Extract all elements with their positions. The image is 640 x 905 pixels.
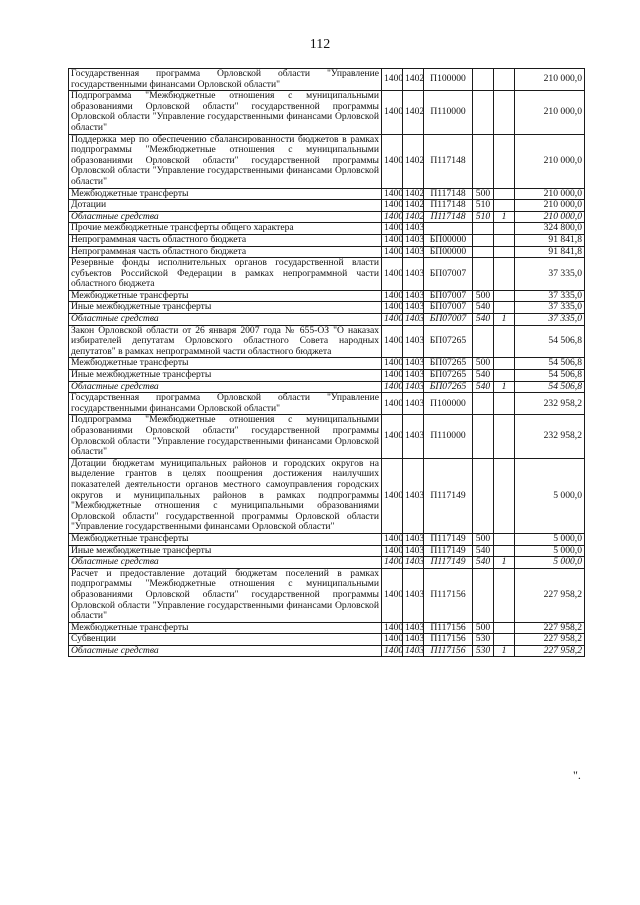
- row-amount: 210 000,0: [515, 211, 585, 223]
- row-amount: 227 958,2: [515, 645, 585, 657]
- page-number: 112: [309, 37, 331, 52]
- section-code: 1400: [382, 234, 403, 246]
- section-code: 1400: [382, 325, 403, 358]
- subsection-code: 1403: [403, 645, 424, 657]
- row-name: Межбюджетные трансферты: [69, 188, 382, 200]
- table-row: [69, 314, 585, 326]
- expense-type-code: 500: [473, 533, 494, 545]
- subsection-code: 1402: [403, 200, 424, 212]
- funding-source-code: [494, 290, 515, 302]
- section-code: 1400: [382, 188, 403, 200]
- expense-type-code: [473, 568, 494, 622]
- expense-type-code: 540: [473, 370, 494, 382]
- table-row: [69, 622, 585, 634]
- table-row: [69, 91, 585, 134]
- row-name: Субвенции: [69, 634, 382, 646]
- expense-type-code: 500: [473, 358, 494, 370]
- table-row: [69, 302, 585, 314]
- section-code: 1400: [382, 634, 403, 646]
- target-article-code: П117148: [424, 134, 473, 188]
- target-article-code: БП07007: [424, 290, 473, 302]
- table-row: [69, 634, 585, 646]
- row-amount: 37 335,0: [515, 258, 585, 291]
- row-amount: 210 000,0: [515, 134, 585, 188]
- funding-source-code: [494, 634, 515, 646]
- expense-type-code: [473, 223, 494, 235]
- target-article-code: П110000: [424, 91, 473, 134]
- section-code: 1400: [382, 69, 403, 91]
- table-row: [69, 246, 585, 258]
- expense-type-code: 500: [473, 290, 494, 302]
- funding-source-code: [494, 393, 515, 415]
- table-row: [69, 134, 585, 188]
- row-amount: 210 000,0: [515, 188, 585, 200]
- row-amount: 54 506,8: [515, 325, 585, 358]
- row-name: Межбюджетные трансферты: [69, 533, 382, 545]
- section-code: 1400: [382, 223, 403, 235]
- subsection-code: 1403: [403, 458, 424, 533]
- target-article-code: П117156: [424, 634, 473, 646]
- section-code: 1400: [382, 557, 403, 569]
- row-amount: 5 000,0: [515, 533, 585, 545]
- funding-source-code: 1: [494, 557, 515, 569]
- funding-source-code: [494, 545, 515, 557]
- table-row: [69, 370, 585, 382]
- funding-source-code: 1: [494, 645, 515, 657]
- table-row: [69, 258, 585, 291]
- row-amount: 54 506,8: [515, 370, 585, 382]
- row-amount: 232 958,2: [515, 393, 585, 415]
- section-code: 1400: [382, 568, 403, 622]
- row-amount: 91 841,8: [515, 234, 585, 246]
- subsection-code: 1402: [403, 91, 424, 134]
- subsection-code: 1403: [403, 314, 424, 326]
- section-code: 1400: [382, 290, 403, 302]
- funding-source-code: [494, 246, 515, 258]
- subsection-code: 1402: [403, 188, 424, 200]
- row-name: Подпрограмма "Межбюджетные отношения с муниципальными образованиями Орловской области" государственной программы Орловской области "Управление государственными финансами Орловской области": [69, 415, 382, 458]
- expense-type-code: 540: [473, 381, 494, 393]
- row-amount: 5 000,0: [515, 557, 585, 569]
- subsection-code: 1403: [403, 258, 424, 291]
- subsection-code: 1402: [403, 69, 424, 91]
- expense-type-code: 510: [473, 211, 494, 223]
- expense-type-code: [473, 91, 494, 134]
- row-name: Областные средства: [69, 645, 382, 657]
- table-row: [69, 234, 585, 246]
- target-article-code: П117148: [424, 211, 473, 223]
- row-amount: 37 335,0: [515, 302, 585, 314]
- row-name: Государственная программа Орловской области "Управление государственными финансами Орловской области": [69, 393, 382, 415]
- subsection-code: 1403: [403, 370, 424, 382]
- expense-type-code: [473, 393, 494, 415]
- row-name: Иные межбюджетные трансферты: [69, 302, 382, 314]
- target-article-code: БП00000: [424, 234, 473, 246]
- row-name: Иные межбюджетные трансферты: [69, 370, 382, 382]
- section-code: 1400: [382, 358, 403, 370]
- target-article-code: П117149: [424, 533, 473, 545]
- row-amount: 210 000,0: [515, 69, 585, 91]
- subsection-code: 1403: [403, 634, 424, 646]
- row-name: Межбюджетные трансферты: [69, 290, 382, 302]
- target-article-code: П117156: [424, 568, 473, 622]
- expense-type-code: 540: [473, 302, 494, 314]
- target-article-code: П100000: [424, 69, 473, 91]
- table-row: [69, 645, 585, 657]
- funding-source-code: [494, 622, 515, 634]
- subsection-code: 1403: [403, 557, 424, 569]
- table-row: [69, 290, 585, 302]
- row-amount: 37 335,0: [515, 314, 585, 326]
- funding-source-code: [494, 69, 515, 91]
- row-amount: 227 958,2: [515, 622, 585, 634]
- row-name: Прочие межбюджетные трансферты общего характера: [69, 223, 382, 235]
- subsection-code: 1403: [403, 545, 424, 557]
- target-article-code: П117148: [424, 200, 473, 212]
- row-amount: 227 958,2: [515, 634, 585, 646]
- target-article-code: БП07265: [424, 370, 473, 382]
- row-name: Областные средства: [69, 211, 382, 223]
- section-code: 1400: [382, 91, 403, 134]
- funding-source-code: [494, 568, 515, 622]
- table-row: [69, 211, 585, 223]
- subsection-code: 1402: [403, 134, 424, 188]
- row-amount: 5 000,0: [515, 458, 585, 533]
- section-code: 1400: [382, 211, 403, 223]
- row-name: Непрограммная часть областного бюджета: [69, 246, 382, 258]
- target-article-code: П117149: [424, 458, 473, 533]
- subsection-code: 1403: [403, 223, 424, 235]
- expense-type-code: 500: [473, 188, 494, 200]
- target-article-code: БП00000: [424, 246, 473, 258]
- section-code: 1400: [382, 545, 403, 557]
- expense-type-code: 540: [473, 314, 494, 326]
- section-code: 1400: [382, 246, 403, 258]
- section-code: 1400: [382, 134, 403, 188]
- expense-type-code: [473, 458, 494, 533]
- target-article-code: П117149: [424, 557, 473, 569]
- row-name: Резервные фонды исполнительных органов государственной власти субъектов Российской Федерации в рамках непрограммной части областного бюджета: [69, 258, 382, 291]
- expense-type-code: 530: [473, 645, 494, 657]
- expense-type-code: 540: [473, 557, 494, 569]
- table-row: [69, 533, 585, 545]
- target-article-code: БП07007: [424, 302, 473, 314]
- funding-source-code: 1: [494, 314, 515, 326]
- row-name: Дотации: [69, 200, 382, 212]
- funding-source-code: [494, 370, 515, 382]
- expense-type-code: [473, 134, 494, 188]
- budget-table-body: [69, 69, 585, 657]
- funding-source-code: [494, 188, 515, 200]
- subsection-code: 1403: [403, 302, 424, 314]
- row-amount: 210 000,0: [515, 91, 585, 134]
- section-code: 1400: [382, 302, 403, 314]
- row-name: Закон Орловской области от 26 января 2007 года № 655-ОЗ "О наказах избирателей депутатам Орловского областного Совета народных депутатов" в рамках непрограммной части областного бюджета: [69, 325, 382, 358]
- funding-source-code: [494, 258, 515, 291]
- table-row: [69, 381, 585, 393]
- subsection-code: 1403: [403, 381, 424, 393]
- subsection-code: 1402: [403, 211, 424, 223]
- funding-source-code: [494, 358, 515, 370]
- expense-type-code: [473, 325, 494, 358]
- table-row: [69, 458, 585, 533]
- expense-type-code: [473, 258, 494, 291]
- section-code: 1400: [382, 314, 403, 326]
- row-name: Подпрограмма "Межбюджетные отношения с муниципальными образованиями Орловской области" государственной программы Орловской области "Управление государственными финансами Орловской области": [69, 91, 382, 134]
- funding-source-code: [494, 415, 515, 458]
- target-article-code: БП07265: [424, 325, 473, 358]
- row-amount: 54 506,8: [515, 381, 585, 393]
- subsection-code: 1403: [403, 568, 424, 622]
- section-code: 1400: [382, 645, 403, 657]
- funding-source-code: [494, 458, 515, 533]
- table-row: [69, 545, 585, 557]
- funding-source-code: [494, 325, 515, 358]
- row-amount: 210 000,0: [515, 200, 585, 212]
- funding-source-code: [494, 223, 515, 235]
- section-code: 1400: [382, 370, 403, 382]
- expense-type-code: 530: [473, 634, 494, 646]
- funding-source-code: [494, 134, 515, 188]
- funding-source-code: [494, 91, 515, 134]
- target-article-code: БП07007: [424, 314, 473, 326]
- row-name: Поддержка мер по обеспечению сбалансированности бюджетов в рамках подпрограммы "Межбюджетные отношения с муниципальными образованиями Орловской области" государственной программы Орловской области "Управление государственными финансами Орловской области": [69, 134, 382, 188]
- row-amount: 227 958,2: [515, 568, 585, 622]
- section-code: 1400: [382, 622, 403, 634]
- section-code: 1400: [382, 381, 403, 393]
- row-amount: 5 000,0: [515, 545, 585, 557]
- section-code: 1400: [382, 200, 403, 212]
- row-amount: 232 958,2: [515, 415, 585, 458]
- row-name: Дотации бюджетам муниципальных районов и городских округов на выделение грантов в целях поощрения достижения наилучших показателей деятельности органов местного самоуправления городских округов и муниципальных районов в рамках подпрограммы "Межбюджетные отношения с муниципальными образованиями Орловской области" государственной программы Орловской области "Управление государственными финансами Орловской области": [69, 458, 382, 533]
- expense-type-code: [473, 234, 494, 246]
- row-name: Областные средства: [69, 557, 382, 569]
- funding-source-code: [494, 200, 515, 212]
- subsection-code: 1403: [403, 325, 424, 358]
- row-name: Межбюджетные трансферты: [69, 358, 382, 370]
- table-row: [69, 358, 585, 370]
- row-amount: 324 800,0: [515, 223, 585, 235]
- target-article-code: П110000: [424, 415, 473, 458]
- funding-source-code: 1: [494, 381, 515, 393]
- subsection-code: 1403: [403, 358, 424, 370]
- row-name: Государственная программа Орловской области "Управление государственными финансами Орловской области": [69, 69, 382, 91]
- target-article-code: П117156: [424, 645, 473, 657]
- expense-type-code: [473, 415, 494, 458]
- row-name: Расчет и предоставление дотаций бюджетам поселений в рамках подпрограммы "Межбюджетные отношения с муниципальными образованиями Орловской области" государственной программы Орловской области "Управление государственными финансами Орловской области": [69, 568, 382, 622]
- table-row: [69, 223, 585, 235]
- expense-type-code: 540: [473, 545, 494, 557]
- row-amount: 54 506,8: [515, 358, 585, 370]
- subsection-code: 1403: [403, 290, 424, 302]
- section-code: 1400: [382, 258, 403, 291]
- target-article-code: П117156: [424, 622, 473, 634]
- table-row: [69, 557, 585, 569]
- target-article-code: БП07007: [424, 258, 473, 291]
- subsection-code: 1403: [403, 533, 424, 545]
- funding-source-code: 1: [494, 211, 515, 223]
- subsection-code: 1403: [403, 234, 424, 246]
- target-article-code: П117149: [424, 545, 473, 557]
- target-article-code: БП07265: [424, 381, 473, 393]
- row-name: Межбюджетные трансферты: [69, 622, 382, 634]
- table-row: [69, 415, 585, 458]
- table-row: [69, 188, 585, 200]
- row-amount: 91 841,8: [515, 246, 585, 258]
- table-row: [69, 568, 585, 622]
- table-row: [69, 69, 585, 91]
- subsection-code: 1403: [403, 393, 424, 415]
- target-article-code: [424, 223, 473, 235]
- expense-type-code: 500: [473, 622, 494, 634]
- funding-source-code: [494, 234, 515, 246]
- row-amount: 37 335,0: [515, 290, 585, 302]
- expense-type-code: 510: [473, 200, 494, 212]
- subsection-code: 1403: [403, 415, 424, 458]
- table-row: [69, 200, 585, 212]
- section-code: 1400: [382, 458, 403, 533]
- funding-source-code: [494, 302, 515, 314]
- subsection-code: 1403: [403, 246, 424, 258]
- expense-type-code: [473, 69, 494, 91]
- target-article-code: П100000: [424, 393, 473, 415]
- target-article-code: П117148: [424, 188, 473, 200]
- target-article-code: БП07265: [424, 358, 473, 370]
- table-row: [69, 325, 585, 358]
- section-code: 1400: [382, 415, 403, 458]
- expense-type-code: [473, 246, 494, 258]
- budget-table: [68, 68, 585, 657]
- end-quote-mark: ".: [573, 768, 581, 782]
- funding-source-code: [494, 533, 515, 545]
- row-name: Иные межбюджетные трансферты: [69, 545, 382, 557]
- row-name: Областные средства: [69, 381, 382, 393]
- section-code: 1400: [382, 533, 403, 545]
- row-name: Областные средства: [69, 314, 382, 326]
- section-code: 1400: [382, 393, 403, 415]
- subsection-code: 1403: [403, 622, 424, 634]
- table-row: [69, 393, 585, 415]
- row-name: Непрограммная часть областного бюджета: [69, 234, 382, 246]
